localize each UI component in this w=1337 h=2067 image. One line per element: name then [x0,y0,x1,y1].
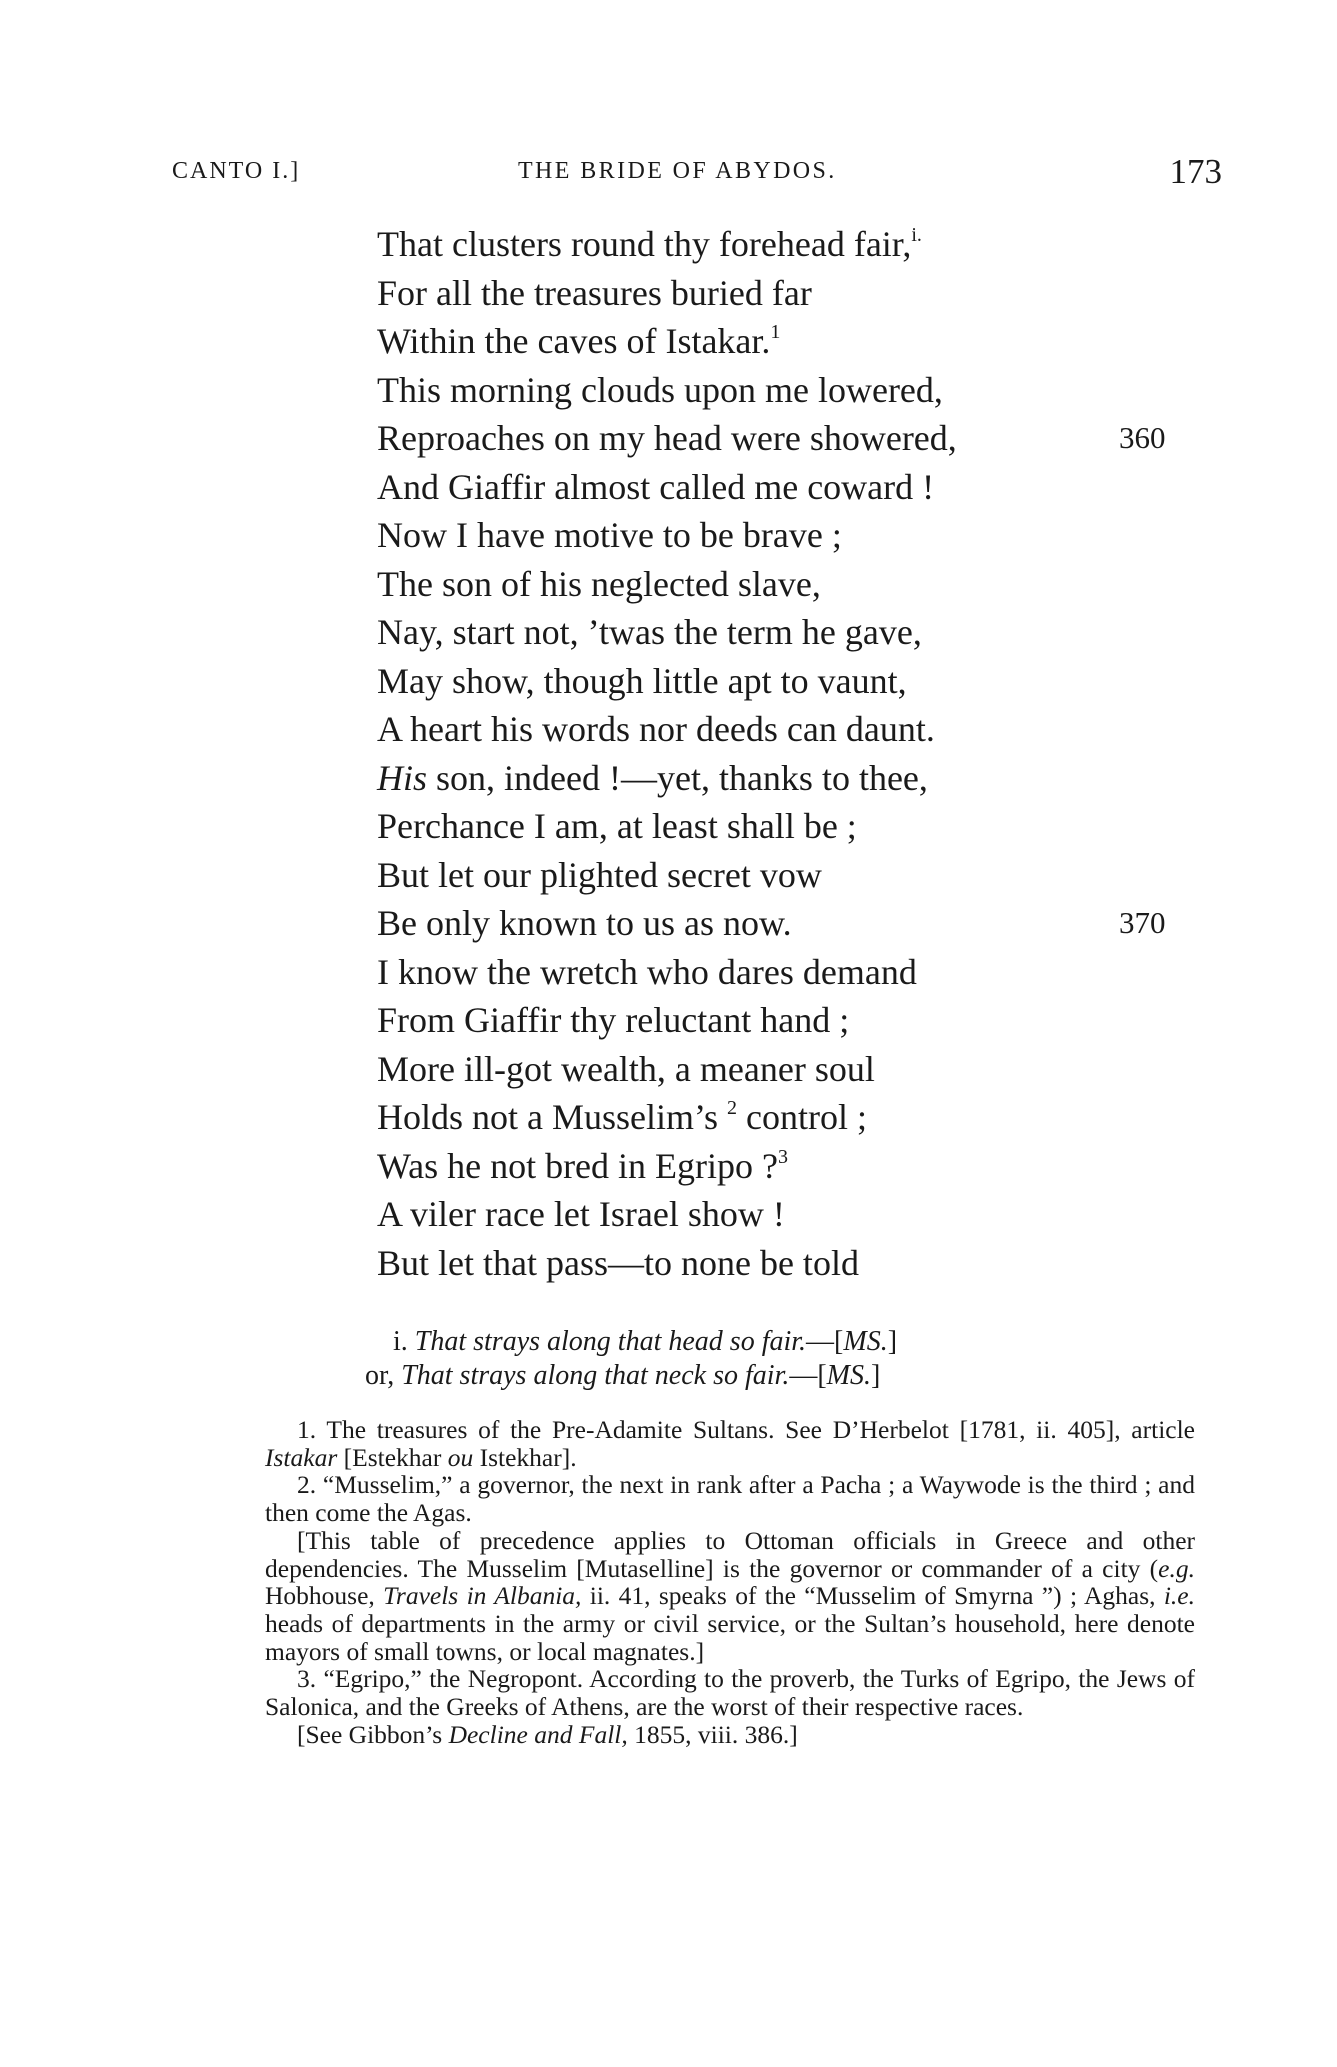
poem-line-text: Within the caves of Istakar.$^1$ [377,321,781,361]
poem-line-text: Was he not bred in Egripo ?$^3$ [377,1145,788,1186]
poem-line [377,657,1197,706]
poem-line-text: For all the treasures buried far [377,272,812,313]
canto-label: CANTO I.] [172,158,301,184]
footnote-3: 3. “Egripo,” the Negropont. According to the proverb, the Turks of Egripo, the Jews of Salonica, and the Greeks of Athens, are the worst of their respective races. [265,1664,1195,1722]
poem-line-text: Be only known to us as now. [377,903,792,943]
poem-body [377,220,1197,1287]
footnote-marker: 1 [770,321,781,343]
poem-line [377,511,1197,560]
running-title: THE BRIDE OF ABYDOS. [518,158,837,184]
poem-line [377,1190,1197,1239]
poem-line [377,802,1197,851]
poem-line [377,220,1197,269]
poem-line [377,899,1197,948]
line-number: 370 [1119,905,1166,940]
poem-line-text: A heart his words nor deeds can daunt. [377,709,935,749]
poem-line-text: May show, though little apt to vaunt, [377,660,907,701]
poem-line [377,996,1197,1045]
poem-line [377,366,1197,415]
poem-line-text: Perchance I am, at least shall be ; [377,806,857,846]
poem-line [377,1142,1197,1191]
page-number: 173 [1169,152,1222,191]
poem-line [377,948,1197,997]
poem-line-text: But let that pass—to none be told [377,1242,859,1283]
poem-line-text: His son, indeed !—yet, thanks to thee, [377,757,928,798]
footnote-1: 1. The treasures of the Pre-Adamite Sultans. See D’Herbelot [1781, ii. 405], article Istakar [Estekhar ou Istekhar]. [265,1415,1195,1472]
running-header [172,152,1222,196]
poem-line-text: But let our plighted secret vow [377,854,822,895]
footnote-2: 2. “Musselim,” a governor, the next in rank after a Pacha ; a Waywode is the third ; and then come the Agas. [265,1470,1195,1528]
poem-line [377,705,1197,754]
poem-line-text: More ill-got wealth, a meaner soul [377,1048,875,1089]
poem-line [377,851,1197,900]
poem-line-text: That clusters round thy forehead fair,$^{i.}$ [377,224,922,264]
poem-line-text: And Giaffir almost called me coward ! [377,466,935,507]
poem-line-text: A viler race let Israel show ! [377,1194,785,1234]
poem-line [377,317,1197,366]
poem-line [377,269,1197,318]
poem-line [377,754,1197,803]
poem-line [377,414,1197,463]
footnote-marker: 3 [778,1145,788,1168]
footnotes [265,1416,1195,1748]
footnote-marker: 2 [727,1097,738,1119]
poem-line-text: This morning clouds upon me lowered, [377,369,943,410]
poem-line [377,1093,1197,1142]
poem-line [377,608,1197,657]
footnote-3-editorial: [See Gibbon’s Decline and Fall, 1855, viii. 386.] [297,1719,798,1749]
variant-reading: or, That strays along that neck so fair.—[MS.] [365,1360,881,1391]
poem-line [377,463,1197,512]
poem-line [377,560,1197,609]
poem-line-text: Reproaches on my head were showered, [377,418,957,458]
footnote-marker: i. [911,224,922,246]
poem-line-text: Nay, start not, ’twas the term he gave, [377,612,922,652]
poem-line [377,1045,1197,1094]
variant-readings [365,1325,1153,1393]
poem-line-text: Holds not a Musselim’s $^2$ control ; [377,1097,867,1137]
poem-line-text: The son of his neglected slave, [377,563,821,604]
footnote-2-editorial: [This table of precedence applies to Ottoman officials in Greece and other dependencies. The Musselim [Mutaselline] is the governor or commander of a city (e.g. Hobhouse, Travels in Albania, ii. 41, speaks of the “Musselim of Smyrna ”) ; Aghas, i.e. heads of departments in the army or civil service, or the Sultan’s household, here denote mayors of small towns, or local magnates.] [265,1525,1195,1666]
poem-line [377,1239,1197,1288]
variant-reading: i. That strays along that head so fair.—[MS.] [393,1326,898,1357]
poem-line-text: From Giaffir thy reluctant hand ; [377,1000,850,1040]
poem-line-text: Now I have motive to be brave ; [377,515,842,555]
line-number: 360 [1119,420,1166,455]
poem-line-text: I know the wretch who dares demand [377,951,917,992]
